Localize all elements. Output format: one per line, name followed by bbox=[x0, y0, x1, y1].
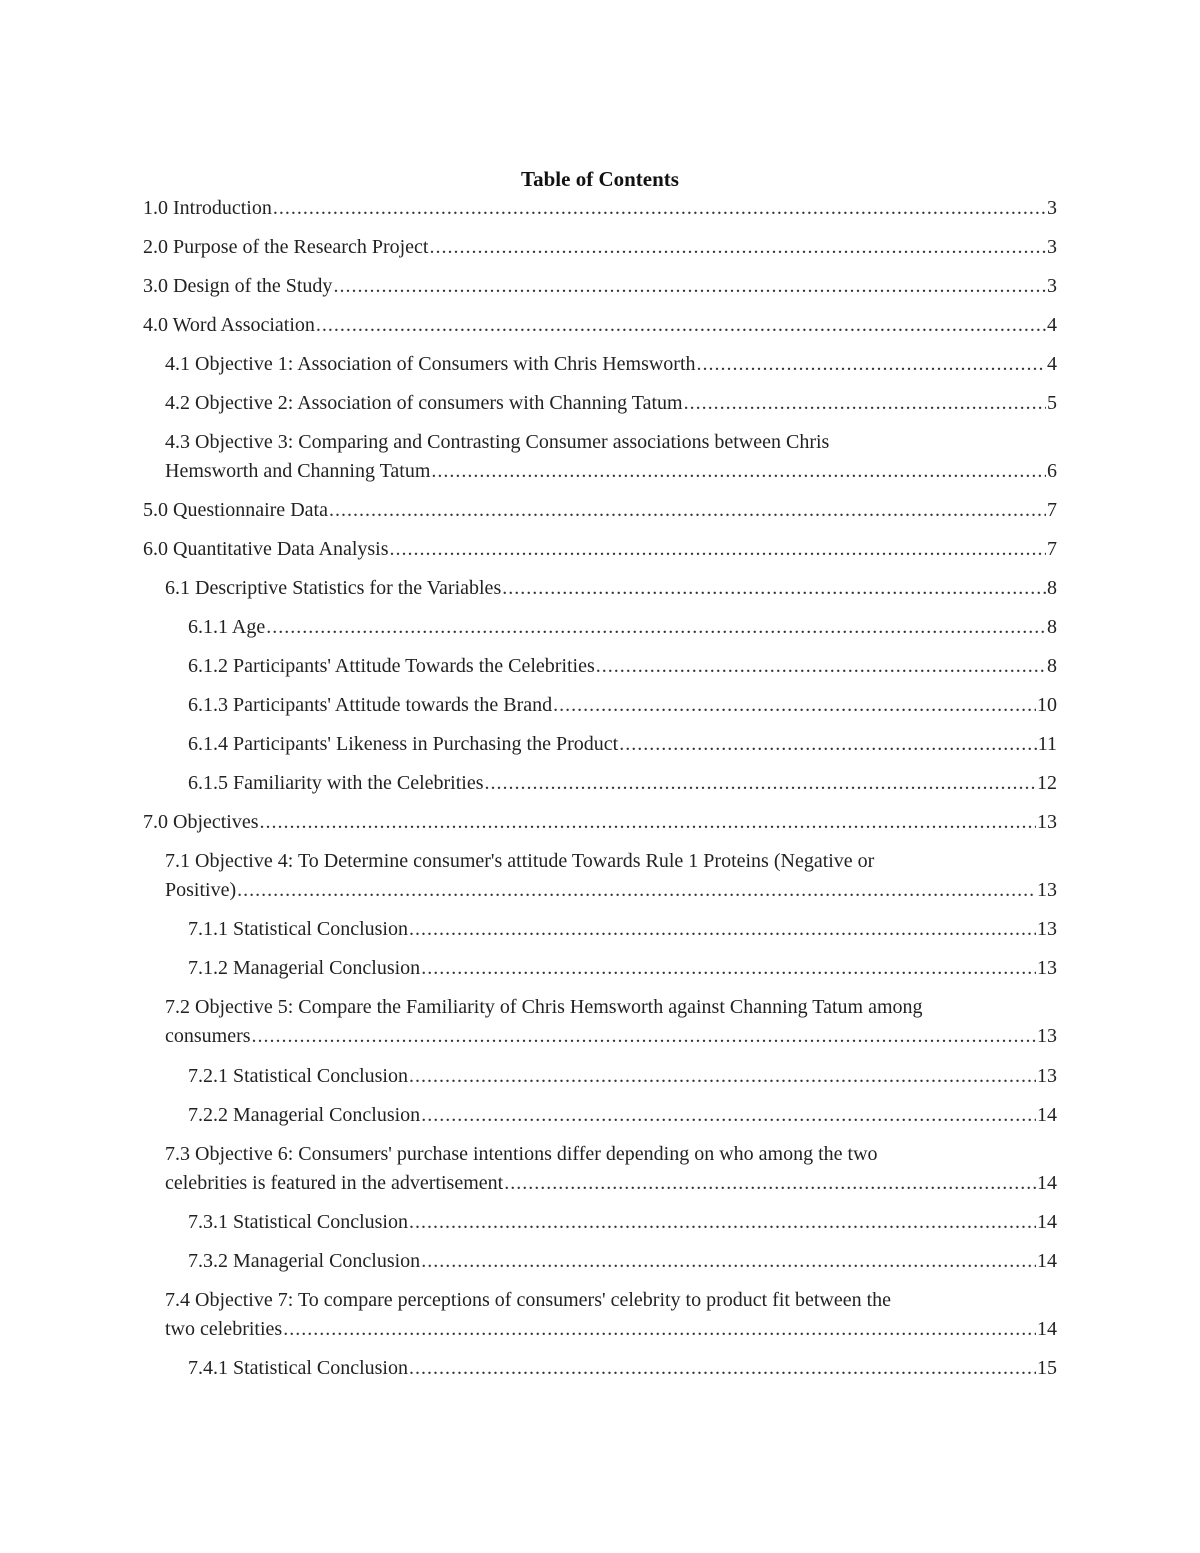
toc-page-number: 14 bbox=[1037, 1104, 1057, 1126]
toc-entry-text: 2.0 Purpose of the Research Project bbox=[143, 236, 429, 258]
toc-title: Table of Contents bbox=[521, 167, 679, 191]
toc-entry-line bbox=[143, 272, 1057, 301]
toc-dot-leader bbox=[619, 730, 1037, 759]
toc-page-number: 15 bbox=[1037, 1357, 1057, 1379]
toc-entry-line bbox=[165, 1022, 1057, 1051]
toc-page-number: 6 bbox=[1047, 460, 1057, 482]
toc-entry-line bbox=[165, 1169, 1057, 1198]
toc-entry-text: 7.1.1 Statistical Conclusion bbox=[188, 918, 408, 940]
toc-entry[interactable] bbox=[165, 389, 1057, 418]
toc-entry-lead-text: 7.2 Objective 5: Compare the Familiarity of Chris Hemsworth against Channing Tatum among bbox=[165, 996, 923, 1018]
toc-entry[interactable] bbox=[143, 496, 1057, 525]
toc-page-number: 3 bbox=[1047, 275, 1057, 297]
toc-entry[interactable] bbox=[143, 233, 1057, 262]
toc-dot-leader bbox=[252, 1022, 1036, 1051]
toc-dot-leader bbox=[316, 311, 1046, 340]
toc-page-number: 13 bbox=[1037, 879, 1057, 901]
toc-dot-leader bbox=[329, 496, 1046, 525]
toc-entry-lead-text: 7.4 Objective 7: To compare perceptions of consumers' celebrity to product fit between the bbox=[165, 1289, 892, 1311]
toc-page-number: 14 bbox=[1037, 1211, 1057, 1233]
toc-entry[interactable] bbox=[188, 1247, 1057, 1276]
toc-entry-line bbox=[165, 350, 1057, 379]
toc-dot-leader bbox=[260, 808, 1036, 837]
toc-entry-text: 5.0 Questionnaire Data bbox=[143, 499, 328, 521]
toc-entry-line bbox=[143, 808, 1057, 837]
toc-entry-text: 6.1.2 Participants' Attitude Towards the Celebrities bbox=[188, 655, 595, 677]
toc-page-number: 7 bbox=[1047, 499, 1057, 521]
toc-entry-text: 7.3.1 Statistical Conclusion bbox=[188, 1211, 408, 1233]
toc-dot-leader bbox=[421, 1101, 1036, 1130]
toc-entry-line bbox=[165, 457, 1057, 486]
toc-entry-line bbox=[188, 652, 1057, 681]
toc-dot-leader bbox=[553, 691, 1036, 720]
toc-dot-leader bbox=[431, 457, 1046, 486]
toc-dot-leader bbox=[333, 272, 1046, 301]
toc-entry-text: 7.1.2 Managerial Conclusion bbox=[188, 957, 421, 979]
toc-entry-line bbox=[188, 1062, 1057, 1091]
toc-dot-leader bbox=[697, 350, 1046, 379]
toc-entry[interactable] bbox=[165, 1140, 1057, 1198]
toc-entry-text: 6.1.5 Familiarity with the Celebrities bbox=[188, 772, 484, 794]
toc-entry-line bbox=[188, 1247, 1057, 1276]
toc-page-number: 13 bbox=[1037, 1065, 1057, 1087]
toc-dot-leader bbox=[421, 954, 1036, 983]
toc-entry-text: 4.1 Objective 1: Association of Consumers with Chris Hemsworth bbox=[165, 353, 696, 375]
toc-page-number: 14 bbox=[1037, 1250, 1057, 1272]
toc-entry-line bbox=[165, 1315, 1057, 1344]
toc-page-number: 13 bbox=[1037, 811, 1057, 833]
toc-page-number: 4 bbox=[1047, 353, 1057, 375]
toc-entry-line bbox=[165, 876, 1057, 905]
toc-entry-text: 6.1.1 Age bbox=[188, 616, 266, 638]
toc-entry[interactable] bbox=[188, 1354, 1057, 1383]
toc-entry-lead-text: 7.1 Objective 4: To Determine consumer's attitude Towards Rule 1 Proteins (Negative or bbox=[165, 850, 875, 872]
toc-dot-leader bbox=[409, 1062, 1036, 1091]
toc-dot-leader bbox=[421, 1247, 1036, 1276]
toc-entry-line bbox=[143, 233, 1057, 262]
toc-page-number: 12 bbox=[1037, 772, 1057, 794]
toc-dot-leader bbox=[237, 876, 1036, 905]
toc-entry[interactable] bbox=[165, 847, 1057, 905]
toc-page-number: 5 bbox=[1047, 392, 1057, 414]
toc-entry[interactable] bbox=[188, 1062, 1057, 1091]
toc-entry-text: celebrities is featured in the advertisement bbox=[165, 1172, 504, 1194]
toc-page-number: 13 bbox=[1037, 1025, 1057, 1047]
toc-entry[interactable] bbox=[143, 194, 1057, 223]
toc-entry-line bbox=[188, 730, 1057, 759]
toc-entry[interactable] bbox=[188, 691, 1057, 720]
toc-entry[interactable] bbox=[143, 808, 1057, 837]
toc-entry[interactable] bbox=[165, 574, 1057, 603]
toc-entry-lead-text: 4.3 Objective 3: Comparing and Contrasting Consumer associations between Chris bbox=[165, 431, 830, 453]
toc-entry-text: two celebrities bbox=[165, 1318, 283, 1340]
toc-entry[interactable] bbox=[165, 993, 1057, 1051]
toc-dot-leader bbox=[429, 233, 1046, 262]
toc-entry[interactable] bbox=[188, 613, 1057, 642]
toc-entry-line bbox=[165, 389, 1057, 418]
toc-page-number: 3 bbox=[1047, 236, 1057, 258]
toc-dot-leader bbox=[409, 1208, 1036, 1237]
toc-dot-leader bbox=[596, 652, 1046, 681]
toc-entry[interactable] bbox=[188, 769, 1057, 798]
toc-entry-text: 4.0 Word Association bbox=[143, 314, 315, 336]
toc-entry-text: Hemsworth and Channing Tatum bbox=[165, 460, 431, 482]
toc-entry-text: 3.0 Design of the Study bbox=[143, 275, 333, 297]
toc-page-number: 8 bbox=[1047, 655, 1057, 677]
toc-entry-line bbox=[188, 1354, 1057, 1383]
toc-entry[interactable] bbox=[143, 272, 1057, 301]
toc-entry-line bbox=[188, 769, 1057, 798]
toc-entry-line bbox=[188, 915, 1057, 944]
toc-entry[interactable] bbox=[143, 535, 1057, 564]
toc-entry-line bbox=[188, 613, 1057, 642]
toc-dot-leader bbox=[684, 389, 1046, 418]
toc-dot-leader bbox=[273, 194, 1046, 223]
toc-page-number: 8 bbox=[1047, 577, 1057, 599]
toc-entry-line bbox=[165, 574, 1057, 603]
toc-entry-text: 6.1 Descriptive Statistics for the Variables bbox=[165, 577, 502, 599]
toc-page-number: 7 bbox=[1047, 538, 1057, 560]
toc-dot-leader bbox=[504, 1169, 1036, 1198]
toc-entry[interactable] bbox=[165, 1286, 1057, 1344]
toc-page-number: 14 bbox=[1037, 1172, 1057, 1194]
toc-dot-leader bbox=[485, 769, 1036, 798]
toc-page-number: 13 bbox=[1037, 957, 1057, 979]
toc-dot-leader bbox=[409, 915, 1036, 944]
toc-entry-line bbox=[143, 535, 1057, 564]
toc-entry-line bbox=[188, 1101, 1057, 1130]
toc-entry-lead-text: 7.3 Objective 6: Consumers' purchase intentions differ depending on who among the two bbox=[165, 1143, 878, 1165]
toc-entry-line bbox=[143, 194, 1057, 223]
toc-entry-text: 6.1.4 Participants' Likeness in Purchasing the Product bbox=[188, 733, 619, 755]
toc-entry-text: 7.3.2 Managerial Conclusion bbox=[188, 1250, 421, 1272]
toc-entry-text: 7.4.1 Statistical Conclusion bbox=[188, 1357, 408, 1379]
toc-entry[interactable] bbox=[143, 311, 1057, 340]
toc-entry-text: 7.2.1 Statistical Conclusion bbox=[188, 1065, 408, 1087]
toc-entry[interactable] bbox=[188, 652, 1057, 681]
toc-entry-text: consumers bbox=[165, 1025, 251, 1047]
toc-entry[interactable] bbox=[188, 954, 1057, 983]
toc-page-number: 4 bbox=[1047, 314, 1057, 336]
toc-entry-text: 6.0 Quantitative Data Analysis bbox=[143, 538, 389, 560]
toc-dot-leader bbox=[266, 613, 1046, 642]
toc-page-number: 13 bbox=[1037, 918, 1057, 940]
toc-entry-text: Positive) bbox=[165, 879, 237, 901]
toc-page-number: 8 bbox=[1047, 616, 1057, 638]
toc-entry-line bbox=[143, 311, 1057, 340]
toc-entry-text: 7.0 Objectives bbox=[143, 811, 259, 833]
toc-entry[interactable] bbox=[188, 730, 1057, 759]
toc-entry[interactable] bbox=[165, 428, 1057, 486]
toc-entry-line bbox=[188, 1208, 1057, 1237]
toc-dot-leader bbox=[283, 1315, 1036, 1344]
toc-page-number: 11 bbox=[1037, 733, 1057, 755]
toc-entry-line bbox=[188, 954, 1057, 983]
toc-entry-text: 6.1.3 Participants' Attitude towards the Brand bbox=[188, 694, 553, 716]
toc-page-number: 3 bbox=[1047, 197, 1057, 219]
toc-entry-line bbox=[143, 496, 1057, 525]
toc-dot-leader bbox=[390, 535, 1046, 564]
toc-entry[interactable] bbox=[188, 1208, 1057, 1237]
toc-entry[interactable] bbox=[188, 1101, 1057, 1130]
toc-page-number: 10 bbox=[1037, 694, 1057, 716]
toc-entry-line bbox=[188, 691, 1057, 720]
toc-page-number: 14 bbox=[1037, 1318, 1057, 1340]
toc-entry-text: 4.2 Objective 2: Association of consumers with Channing Tatum bbox=[165, 392, 683, 414]
toc-entry[interactable] bbox=[165, 350, 1057, 379]
toc-dot-leader bbox=[409, 1354, 1036, 1383]
toc-entry-text: 1.0 Introduction bbox=[143, 197, 272, 219]
toc-dot-leader bbox=[502, 574, 1046, 603]
toc-entry-text: 7.2.2 Managerial Conclusion bbox=[188, 1104, 421, 1126]
toc-entry[interactable] bbox=[188, 915, 1057, 944]
